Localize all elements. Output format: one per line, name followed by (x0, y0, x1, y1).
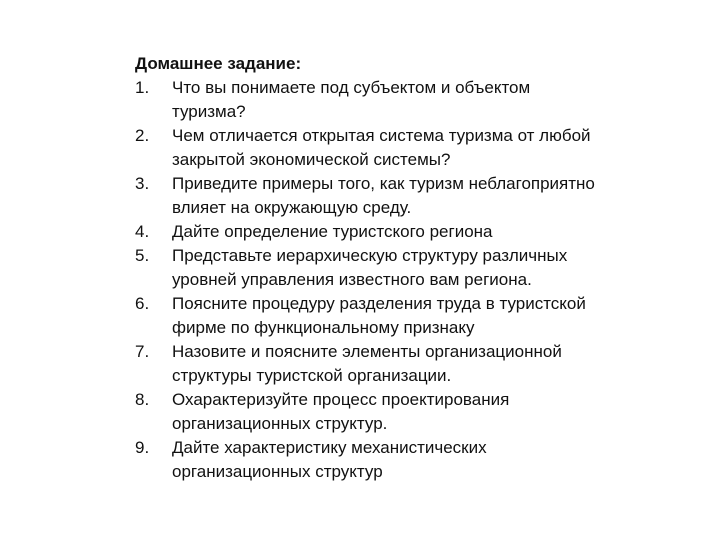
item-text: Поясните процедуру разделения труда в туристской фирме по функциональному признаку (172, 294, 586, 337)
item-number: 9. (135, 438, 150, 457)
item-text: Приведите примеры того, как туризм неблагоприятно влияет на окружающую среду. (172, 174, 595, 217)
item-text: Охарактеризуйте процесс проектирования организационных структур. (172, 390, 510, 433)
item-text: Что вы понимаете под субъектом и объектом туризма? (172, 78, 531, 121)
item-number: 7. (135, 342, 150, 361)
list-item (135, 388, 605, 436)
item-text: Дайте характеристику механистических организационных структур (172, 438, 487, 481)
item-number: 2. (135, 126, 150, 145)
item-text: Представьте иерархическую структуру различных уровней управления известного вам региона. (172, 246, 568, 289)
item-number: 3. (135, 174, 150, 193)
item-text: Чем отличается открытая система туризма от любой закрытой экономической системы? (172, 126, 591, 169)
list-item (135, 172, 605, 220)
list-item (135, 340, 605, 388)
list-item (135, 220, 605, 244)
list-item (135, 436, 605, 484)
list-item (135, 124, 605, 172)
list-item (135, 292, 605, 340)
item-number: 5. (135, 246, 150, 265)
item-number: 8. (135, 390, 150, 409)
list-item (135, 244, 605, 292)
item-text: Дайте определение туристского региона (172, 222, 493, 241)
item-number: 6. (135, 294, 150, 313)
homework-heading: Домашнее задание: (135, 54, 302, 73)
task-list (135, 76, 605, 484)
list-item (135, 76, 605, 124)
item-number: 4. (135, 222, 150, 241)
item-text: Назовите и поясните элементы организационной структуры туристской организации. (172, 342, 562, 385)
homework-block (135, 52, 605, 484)
item-number: 1. (135, 78, 150, 97)
